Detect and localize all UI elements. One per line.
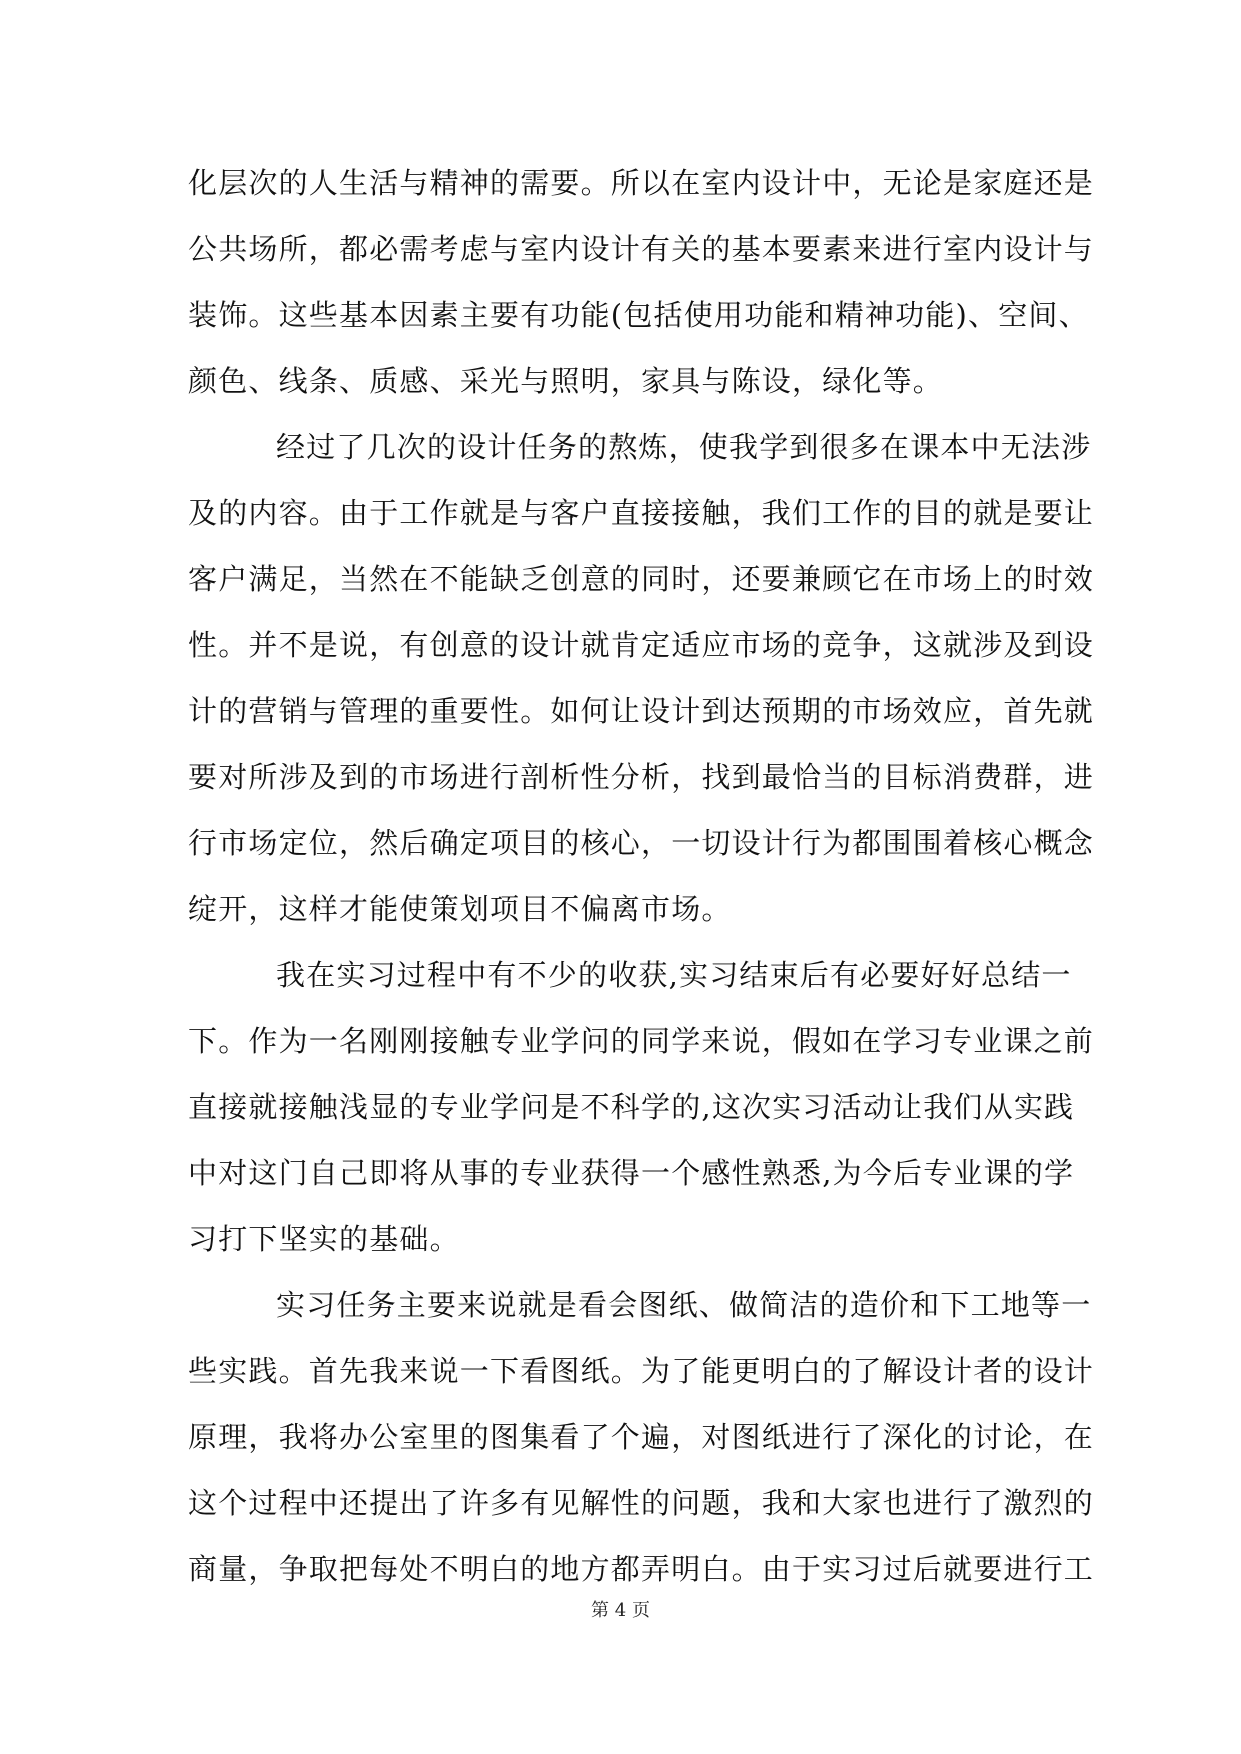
text-line: 习打下坚实的基础。 <box>188 1222 460 1256</box>
text-line: 直接就接触浅显的专业学问是不科学的,这次实习活动让我们从实践 <box>188 1090 1075 1124</box>
paragraph <box>188 942 1095 1272</box>
text-line: 及的内容。由于工作就是与客户直接接触，我们工作的目的就是要让 <box>188 496 1095 530</box>
text-line: 装饰。这些基本因素主要有功能(包括使用功能和精神功能)、空间、 <box>188 298 1089 332</box>
paragraph <box>188 414 1095 942</box>
text-line: 化层次的人生活与精神的需要。所以在室内设计中，无论是家庭还是 <box>188 166 1095 200</box>
text-line: 实习任务主要来说就是看会图纸、做简洁的造价和下工地等一 <box>276 1288 1092 1322</box>
text-line: 中对这门自己即将从事的专业获得一个感性熟悉,为今后专业课的学 <box>188 1156 1075 1190</box>
text-line: 计的营销与管理的重要性。如何让设计到达预期的市场效应，首先就 <box>188 694 1095 728</box>
page-number: 第 4 页 <box>591 1600 650 1621</box>
text-line: 这个过程中还提出了许多有见解性的问题，我和大家也进行了激烈的 <box>188 1486 1095 1520</box>
text-line: 些实践。首先我来说一下看图纸。为了能更明白的了解设计者的设计 <box>188 1354 1095 1388</box>
text-line: 绽开，这样才能使策划项目不偏离市场。 <box>188 892 732 926</box>
text-line: 我在实习过程中有不少的收获,实习结束后有必要好好总结一 <box>276 958 1072 992</box>
text-line: 下。作为一名刚刚接触专业学问的同学来说，假如在学习专业课之前 <box>188 1024 1095 1058</box>
text-line: 经过了几次的设计任务的熬炼，使我学到很多在课本中无法涉 <box>276 430 1092 464</box>
text-line: 原理，我将办公室里的图集看了个遍，对图纸进行了深化的讨论，在 <box>188 1420 1095 1454</box>
text-line: 公共场所，都必需考虑与室内设计有关的基本要素来进行室内设计与 <box>188 232 1095 266</box>
text-line: 客户满足，当然在不能缺乏创意的同时，还要兼顾它在市场上的时效 <box>188 562 1095 596</box>
paragraph <box>188 150 1095 414</box>
body-text <box>188 150 1095 1602</box>
text-line: 要对所涉及到的市场进行剖析性分析，找到最恰当的目标消费群，进 <box>188 760 1095 794</box>
text-line: 行市场定位，然后确定项目的核心，一切设计行为都围围着核心概念 <box>188 826 1095 860</box>
paragraph <box>188 1272 1095 1602</box>
text-line: 商量，争取把每处不明白的地方都弄明白。由于实习过后就要进行工 <box>188 1552 1095 1586</box>
text-line: 颜色、线条、质感、采光与照明，家具与陈设，绿化等。 <box>188 364 944 398</box>
text-line: 性。并不是说，有创意的设计就肯定适应市场的竞争，这就涉及到设 <box>188 628 1095 662</box>
